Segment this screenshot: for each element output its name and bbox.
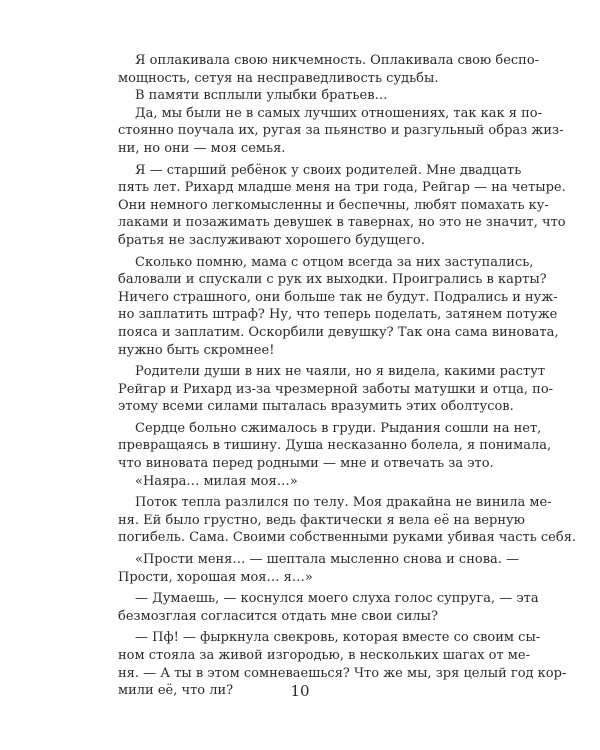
text-line: Прости, хорошая моя… я…» (118, 569, 313, 585)
text-line: Я — старший ребёнок у своих родителей. Мне двадцать (135, 162, 522, 178)
text-line: пояса и заплатим. Оскорбили девушку? Так она сама виновата, (118, 324, 559, 340)
text-line: Да, мы были не в самых лучших отношениях, так как я по- (135, 105, 542, 121)
text-line: Рейгар и Рихард из-за чрезмерной заботы матушки и отца, по- (118, 381, 554, 397)
text-line: ном стояла за живой изгородью, в нескольких шагах от ме- (118, 648, 530, 663)
body-text (118, 52, 577, 700)
text-line: ни, но они — моя семья. (118, 140, 286, 156)
text-line: стоянно поучала их, ругая за пьянство и разгульный образ жиз- (118, 123, 564, 139)
text-line: Родители души в них не чаяли, но я видела, какими растут (135, 364, 546, 380)
text-line: В памяти всплыли улыбки братьев… (135, 88, 388, 104)
text-line: Сколько помню, мама с отцом всегда за них заступались, (135, 254, 534, 270)
text-line: мощность, сетуя на несправедливость судьбы. (118, 70, 439, 86)
text-line: Я оплакивала свою никчемность. Оплакивала свою беспо- (135, 53, 540, 68)
text-line: лаками и позажимать девушек в тавернах, но это не значит, что (118, 215, 566, 231)
text-line: Поток тепла разлился по телу. Моя дракайна не винила ме- (135, 495, 552, 511)
page-number: 10 (290, 682, 310, 700)
text-line: Ничего страшного, они больше так не будут. Подрались и нуж- (118, 289, 558, 305)
text-line: — Пф! — фыркнула свекровь, которая вместе со своим сы- (135, 630, 541, 646)
text-line: Сердце больно сжималось в груди. Рыдания сошли на нет, (135, 420, 542, 436)
text-line: что виновата перед родными — мне и отвечать за это. (118, 456, 494, 472)
text-line: мили её, что ли? (118, 683, 234, 699)
text-line: братья не заслуживают хорошего будущего. (118, 232, 425, 248)
text-line: пять лет. Рихард младше меня на три года, Рейгар — на четыре. (118, 180, 566, 196)
text-line: безмозглая согласится отдать мне свои силы? (118, 608, 438, 624)
text-line: «Наяра… милая моя…» (135, 473, 298, 489)
text-line: превращаясь в тишину. Душа несказанно болела, я понимала, (118, 438, 552, 454)
text-line: — Думаешь, — коснулся моего слуха голос супруга, — эта (135, 591, 539, 607)
text-line: ня. — А ты в этом сомневаешься? Что же мы, зря целый год кор- (118, 665, 567, 681)
text-line: этому всеми силами пыталась вразумить этих оболтусов. (118, 399, 514, 415)
text-line: баловали и спускали с рук их выходки. Проигрались в карты? (118, 272, 547, 288)
text-line: погибель. Сама. Своими собственными руками убивая часть себя. (118, 530, 577, 546)
text-line: нужно быть скромнее! (118, 342, 275, 358)
text-line: но заплатить штраф? Ну, что теперь поделать, затянем потуже (118, 307, 558, 323)
text-line: ня. Ей было грустно, ведь фактически я вела её на верную (118, 512, 525, 528)
text-line: «Прости меня… — шептала мысленно снова и снова. — (135, 552, 520, 568)
text-line: Они немного легкомысленны и беспечны, любят помахать ку- (118, 197, 549, 213)
